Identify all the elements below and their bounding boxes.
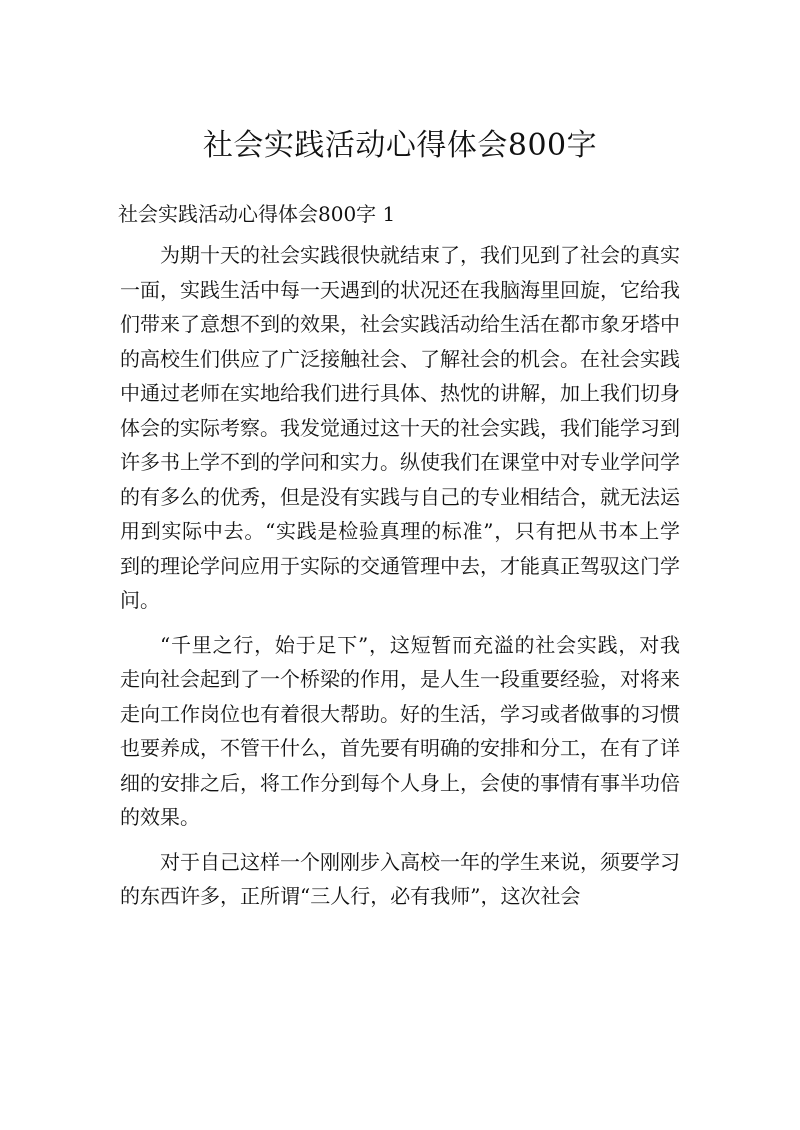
document-title: 社会实践活动心得体会800字 [202, 128, 598, 163]
document-body [120, 238, 680, 914]
paragraph: “千里之行，始于足下”，这短暂而充溢的社会实践，对我走向社会起到了一个桥梁的作用，是人生一段重要经验，对将来走向工作岗位也有着很大帮助。好的生活，学习或者做事的习惯也要养成，不管干什么，首先要有明确的安排和分工，在有了详细的安排之后，将工作分到每个人身上，会使的事情有事半功倍的效果。 [120, 632, 680, 829]
section-title: 社会实践活动心得体会800字 1 [118, 202, 396, 226]
paragraph: 为期十天的社会实践很快就结束了，我们见到了社会的真实一面，实践生活中每一天遇到的状况还在我脑海里回旋，它给我们带来了意想不到的效果，社会实践活动给生活在都市象牙塔中的高校生们供应了广泛接触社会、了解社会的机会。在社会实践中通过老师在实地给我们进行具体、热忱的讲解，加上我们切身体会的实际考察。我发觉通过这十天的社会实践，我们能学习到许多书上学不到的学问和实力。纵使我们在课堂中对专业学问学的有多么的优秀，但是没有实践与自己的专业相结合，就无法运用到实际中去。“实践是检验真理的标准”，只有把从书本上学到的理论学问应用于实际的交通管理中去，才能真正驾驭这门学问。 [120, 243, 680, 612]
paragraph: 对于自己这样一个刚刚步入高校一年的学生来说，须要学习的东西许多，正所谓“三人行，必有我师”，这次社会 [120, 849, 680, 908]
